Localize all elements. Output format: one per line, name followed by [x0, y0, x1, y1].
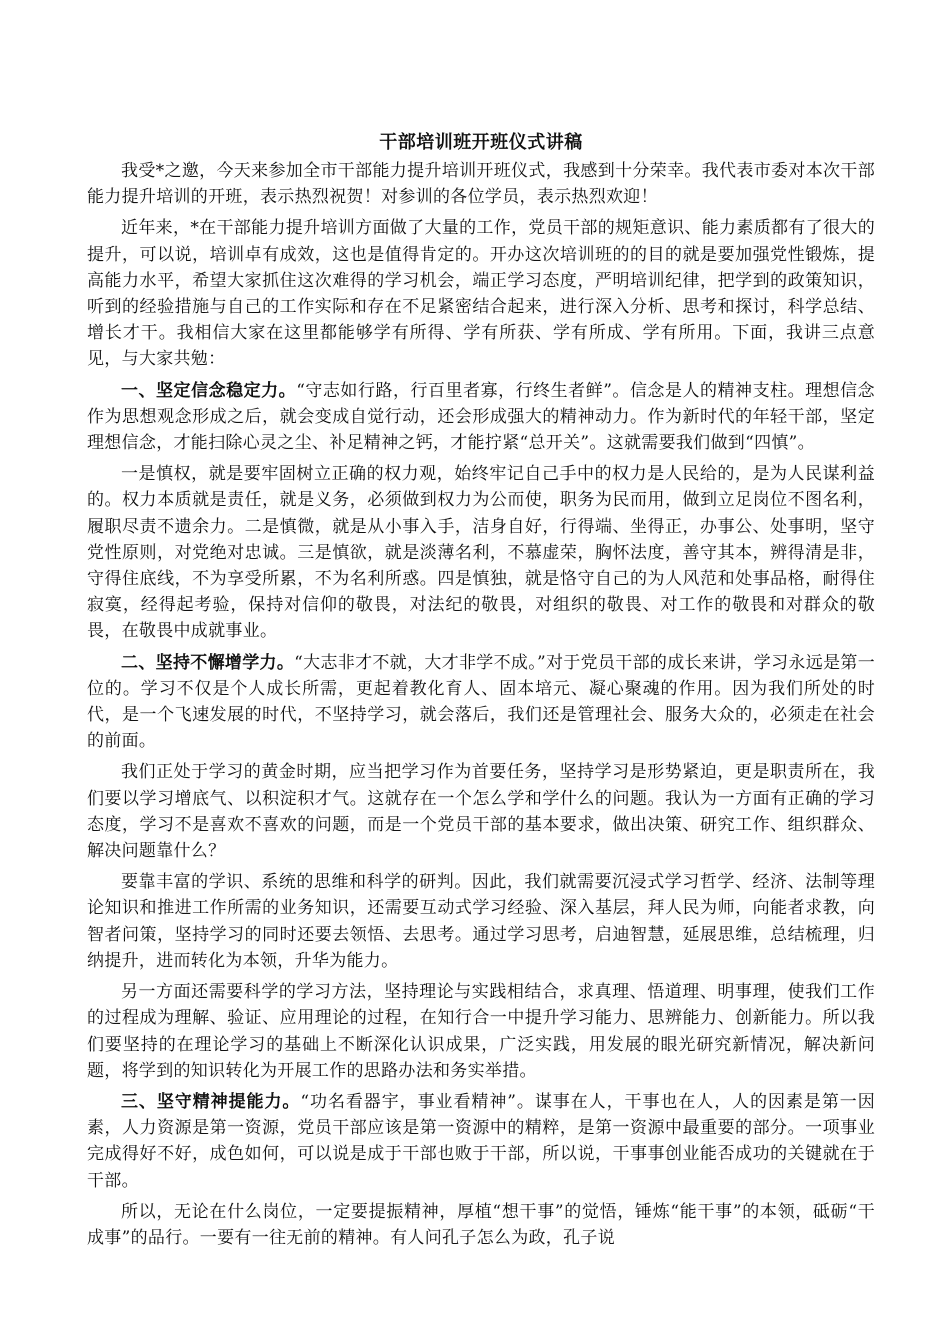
- paragraph-text: “大志非才不就，大才非学不成。”对于党员干部的成长来讲，学习永远是第一位的。学习不仅是个人成长所需，更起着教化育人、固本培元、凝心聚魂的作用。因为我们所处的时代，是一个飞速发展的时代，不坚持学习，就会落后，我们还是管理社会、服务大众的，必须走在社会的前面。: [87, 652, 875, 752]
- paragraph-point-three: [87, 1089, 875, 1194]
- paragraph-learning-knowledge: [87, 869, 875, 974]
- paragraph-text: 近年来，*在干部能力提升培训方面做了大量的工作，党员干部的规矩意识、能力素质都有了很大的提升，可以说，培训卓有成效，这也是值得肯定的。开办这次培训班的的目的就是要加强党性锻炼，提高能力水平，希望大家抓住这次难得的学习机会，端正学习态度，严明培训纪律，把学到的政策知识，听到的经验措施与自己的工作实际和存在不足紧密结合起来，进行深入分析、思考和探讨，科学总结、增长才干。我相信大家在这里都能够学有所得、学有所获、学有所成、学有所用。下面，我讲三点意见，与大家共勉：: [87, 218, 875, 370]
- paragraph-text: “守志如行路，行百里者寡，行终生者鲜”。信念是人的精神支柱。理想信念作为思想观念形成之后，就会变成自觉行动，还会形成强大的精神动力。作为新时代的年轻干部，坚定理想信念，才能扫除心灵之尘、补足精神之钙，才能拧紧“总开关”。这就需要我们做到“四慎”。: [87, 380, 875, 454]
- paragraph-spirit: [87, 1199, 875, 1251]
- paragraph-intro: [87, 158, 875, 210]
- paragraph-text: “功名看器宇，事业看精神”。谋事在人，干事也在人，人的因素是第一因素，人力资源是第一资源，党员干部应该是第一资源中的精粹，是第一资源中最重要的部分。一项事业完成得好不好，成色如何，可以说是成于干部也败于干部，所以说，干事事创业能否成功的关键就在于干部。: [87, 1091, 876, 1191]
- paragraph-learning-period: [87, 759, 875, 864]
- paragraph-point-two: [87, 650, 875, 755]
- paragraph-background: [87, 215, 875, 372]
- section-heading: 二、坚持不懈增学力。: [121, 652, 295, 673]
- section-heading: 三、坚守精神提能力。: [121, 1091, 301, 1112]
- section-heading: 一、坚定信念稳定力。: [121, 380, 297, 401]
- paragraph-text: 另一方面还需要科学的学习方法，坚持理论与实践相结合，求真理、悟道理、明事理，使我们工作的过程成为理解、验证、应用理论的过程，在知行合一中提升学习能力、思辨能力、创新能力。所以我们要坚持的在理论学习的基础上不断深化认识成果，广泛实践，用发展的眼光研究新情况，解决新问题，将学到的知识转化为开展工作的思路办法和务实举措。: [87, 982, 875, 1081]
- paragraph-four-cautions: [87, 461, 875, 644]
- paragraph-point-one: [87, 378, 875, 457]
- document-title: 干部培训班开班仪式讲稿: [379, 132, 583, 153]
- paragraph-text: 所以，无论在什么岗位，一定要提振精神，厚植“想干事”的觉悟，锤炼“能干事”的本领，砥砺“干成事”的品行。一要有一往无前的精神。有人问孔子怎么为政，孔子说: [87, 1201, 875, 1248]
- paragraph-text: 要靠丰富的学识、系统的思维和科学的研判。因此，我们就需要沉浸式学习哲学、经济、法制等理论知识和推进工作所需的业务知识，还需要互动式学习经验、深入基层，拜人民为师，向能者求教，向智者问策，坚持学习的同时还要去领悟、去思考。通过学习思考，启迪智慧，延展思维，总结梳理，归纳提升，进而转化为本领，升华为能力。: [87, 872, 875, 971]
- paragraph-learning-method: [87, 979, 875, 1084]
- paragraph-text: 我们正处于学习的黄金时期，应当把学习作为首要任务，坚持学习是形势紧迫，更是职责所在，我们要以学习增底气、以积淀积才气。这就存在一个怎么学和学什么的问题。我认为一方面有正确的学习态度，学习不是喜欢不喜欢的问题，而是一个党员干部的基本要求，做出决策、研究工作、组织群众、解决问题靠什么？: [87, 762, 875, 862]
- paragraph-text: 一是慎权，就是要牢固树立正确的权力观，始终牢记自己手中的权力是人民给的，是为人民谋利益的。权力本质就是责任，就是义务，必须做到权力为公而使，职务为民而用，做到立足岗位不图名利，履职尽责不遗余力。二是慎微，就是从小事入手，洁身自好，行得端、坐得正，办事公、处事明，坚守党性原则，对党绝对忠诚。三是慎欲，就是淡薄名利，不慕虚荣，胸怀法度，善守其本，辨得清是非，守得住底线，不为享受所累，不为名利所惑。四是慎独，就是恪守自己的为人风范和处事品格，耐得住寂寞，经得起考验，保持对信仰的敬畏，对法纪的敬畏，对组织的敬畏、对工作的敬畏和对群众的敬畏，在敬畏中成就事业。: [87, 464, 875, 642]
- document-page: [87, 130, 875, 1256]
- paragraph-text: 我受*之邀，今天来参加全市干部能力提升培训开班仪式，我感到十分荣幸。我代表市委对本次干部能力提升培训的开班，表示热烈祝贺！对参训的各位学员，表示热烈欢迎！: [87, 161, 875, 208]
